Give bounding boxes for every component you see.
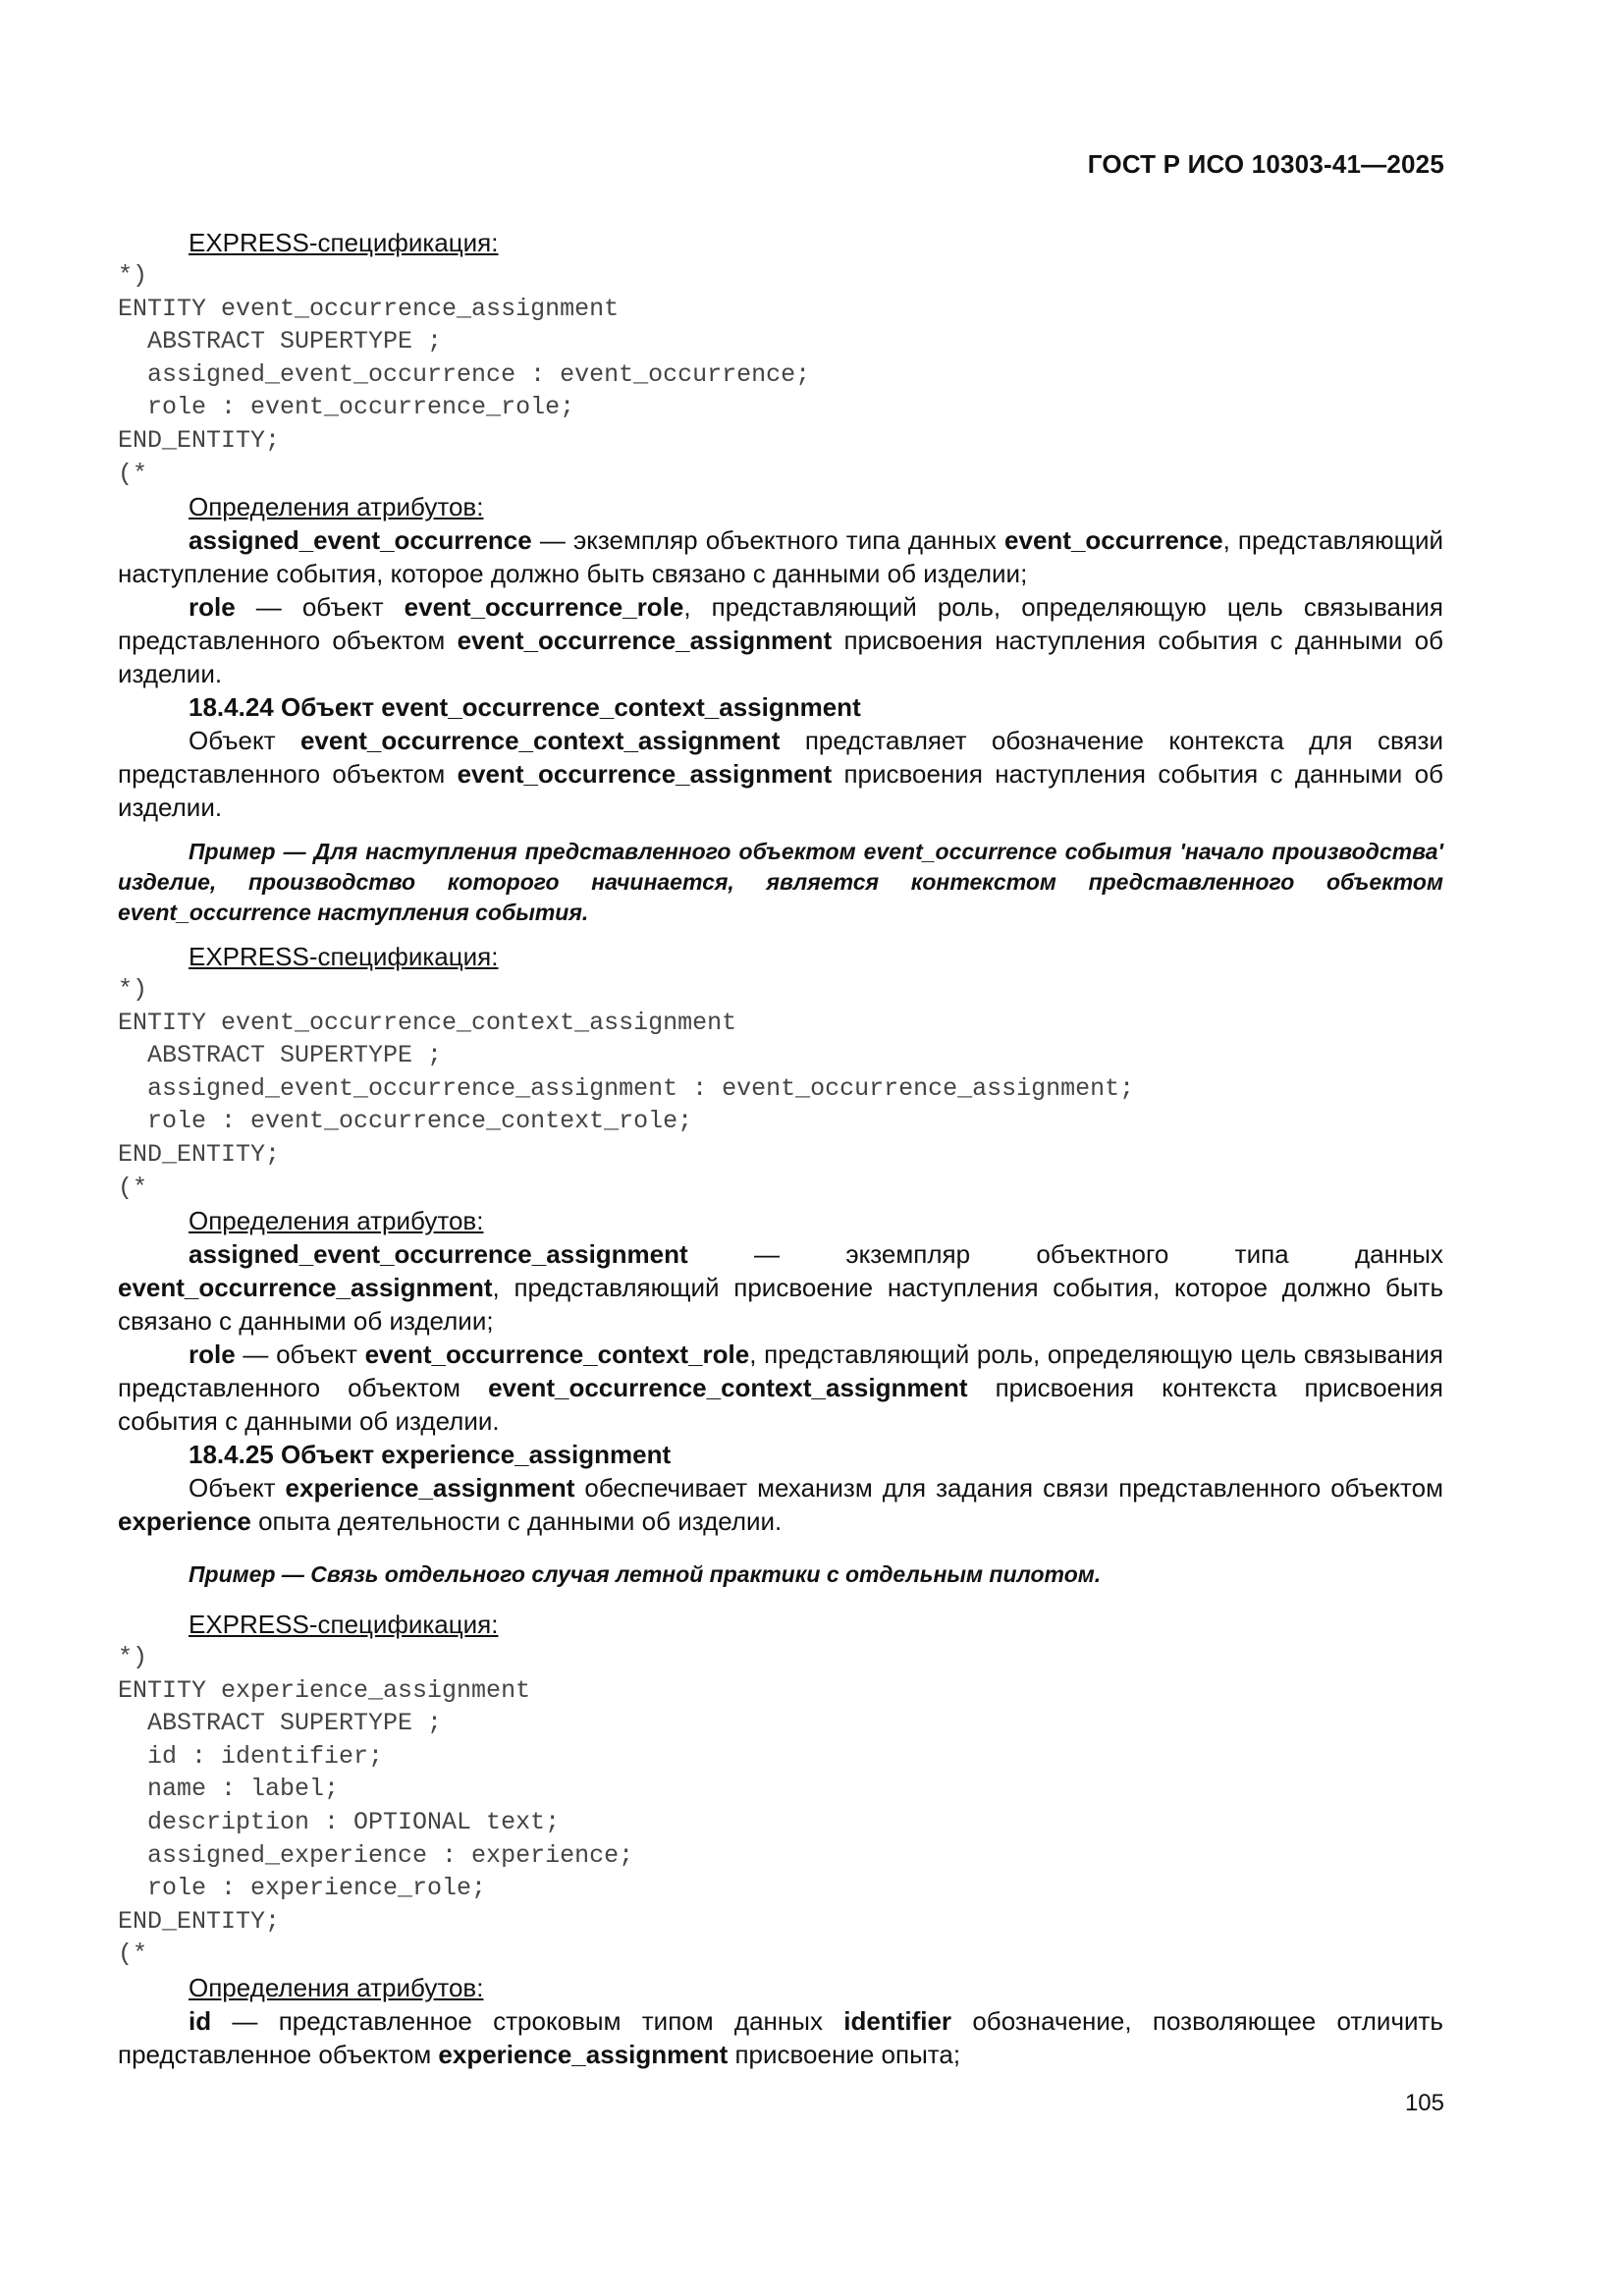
section-experience-assignment — [118, 1559, 1443, 2071]
express-code-block: *) ENTITY experience_assignment ABSTRACT SUPERTYPE ; id : identifier; name : label; description : OPTIONAL text; assigned_experience : experience; role : experience_role; END_ENTITY; (* — [118, 1643, 634, 1969]
section-event-occurrence-assignment — [118, 226, 1443, 824]
section-paragraph: Объект experience_assignment обеспечивает механизм для задания связи представленного объектом experience опыта деятельности с данными об изделии. — [118, 1473, 1444, 1537]
attribute-definition: id — представленное строковым типом данных identifier обозначение, позволяющее отличить представленное объектом experience_assignment присвоение опыта; — [118, 2005, 1443, 2069]
express-spec-label: EXPRESS-спецификация: — [189, 1610, 499, 1639]
document-header: ГОСТ Р ИСО 10303-41—2025 — [1087, 149, 1444, 179]
attribute-definitions-label: Определения атрибутов: — [189, 1206, 484, 1236]
attribute-definition: assigned_event_occurrence — экземпляр объектного типа данных event_occurrence, представляющий наступление события, которое должно быть связано с данными об изделии; — [118, 525, 1444, 589]
section-paragraph: Объект event_occurrence_context_assignment представляет обозначение контекста для связи представленного объектом event_occurrence_assignment присвоения наступления события с данными об изделии. — [118, 726, 1443, 823]
attribute-definition: role — объект event_occurrence_role, представляющий роль, определяющую цель связывания представленного объектом event_occurrence_assignment присвоения наступления события с данными об изделии. — [118, 592, 1443, 689]
example-note: Пример — Связь отдельного случая летной практики с отдельным пилотом. — [189, 1561, 1102, 1587]
attribute-definition: assigned_event_occurrence_assignment — экземпляр объектного типа данных event_occurrence_assignment, представляющий присвоение наступления события, которое должно быть связано с данными об изделии; — [118, 1239, 1443, 1337]
example-note: Пример — Для наступления представленного объектом event_occurrence события 'начало производства' изделие, производство которого начинается, является контекстом представленного объектом event_occurrence наступления события. — [118, 839, 1443, 925]
page-number: 105 — [1404, 2090, 1444, 2116]
express-spec-label: EXPRESS-спецификация: — [189, 228, 499, 257]
express-code-block: *) ENTITY event_occurrence_assignment ABSTRACT SUPERTYPE ; assigned_event_occurrence : event_occurrence; role : event_occurrence_role; END_ENTITY; (* — [118, 261, 811, 488]
attribute-definitions-label: Определения атрибутов: — [189, 1972, 484, 2002]
section-event-occurrence-context-assignment — [118, 837, 1443, 1538]
express-code-block: *) ENTITY event_occurrence_context_assignment ABSTRACT SUPERTYPE ; assigned_event_occurrence_assignment : event_occurrence_assignment; role : event_occurrence_context_role; END_ENTITY; (* — [118, 975, 1135, 1202]
attribute-definition: role — объект event_occurrence_context_role, представляющий роль, определяющую цель связывания представленного объектом event_occurrence_context_assignment присвоения контекста присвоения события с данными об изделии. — [118, 1339, 1443, 1437]
section-heading: 18.4.24 Объект event_occurrence_context_assignment — [189, 692, 861, 723]
attribute-definitions-label: Определения атрибутов: — [189, 492, 484, 522]
section-heading: 18.4.25 Объект experience_assignment — [189, 1440, 672, 1470]
express-spec-label: EXPRESS-спецификация: — [189, 942, 499, 971]
